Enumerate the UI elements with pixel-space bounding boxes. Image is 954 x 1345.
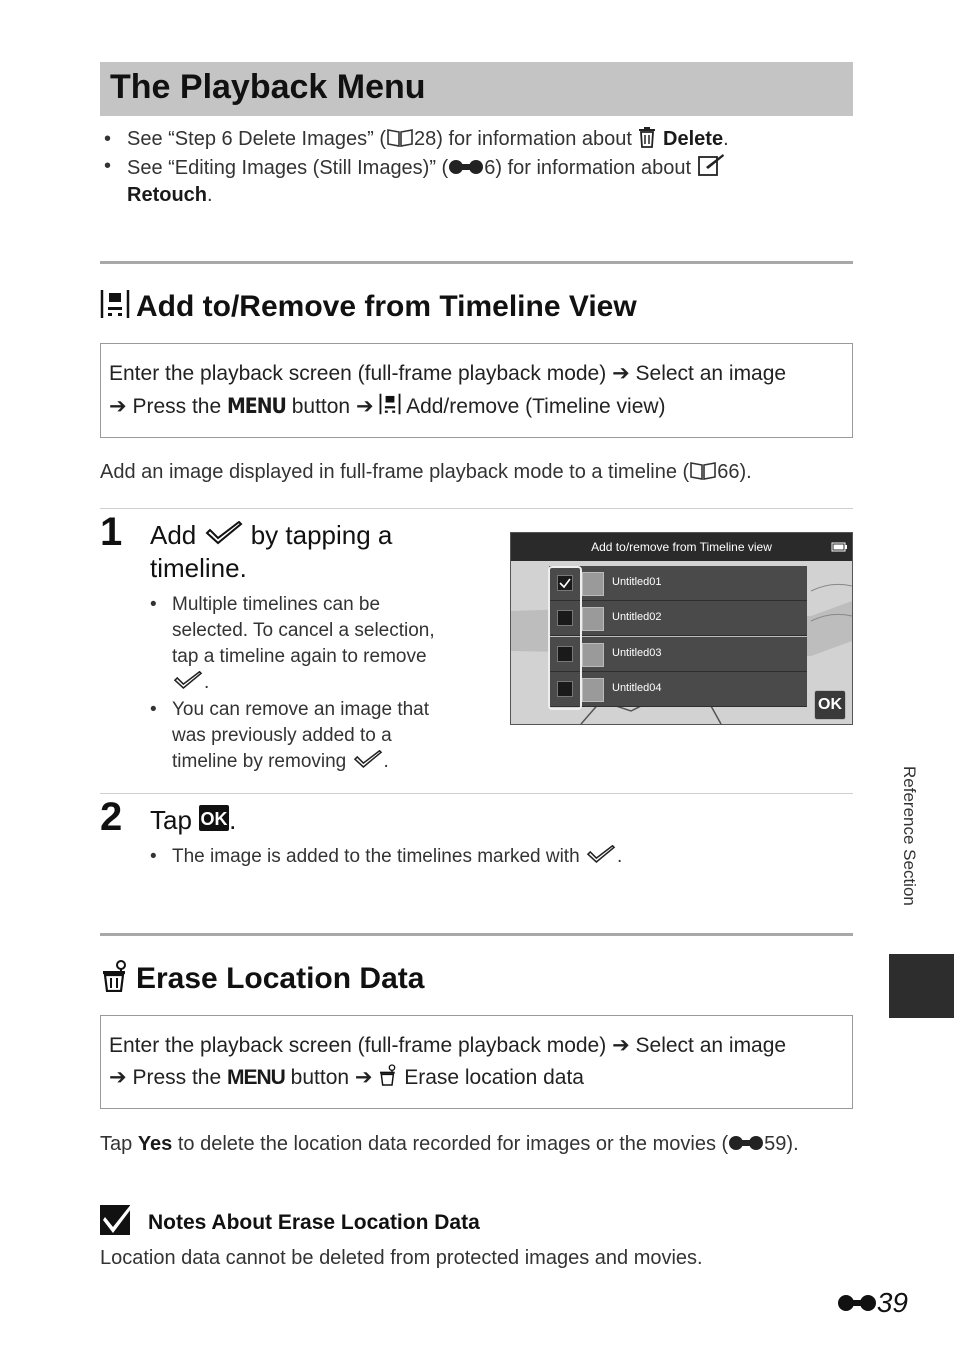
reference-section-icon <box>837 1292 877 1314</box>
intro-bullet-delete: • See “Step 6 Delete Images” ( 28) for information about Delete. <box>104 126 824 153</box>
erase-description: Tap Yes to delete the location data recorded for images or the movies ( 59). <box>100 1133 799 1155</box>
step-1-number: 1 <box>100 510 123 554</box>
note-check-icon <box>100 1203 134 1235</box>
side-section-label: Reference Section <box>900 766 919 906</box>
arrow-right-icon: ➔ <box>355 395 374 418</box>
section-divider <box>100 261 853 264</box>
timeline-thumbnail <box>582 678 604 702</box>
menu-button-label: MENU <box>227 1066 285 1089</box>
page-title-bar <box>100 62 853 116</box>
step-divider <box>100 508 853 509</box>
timeline-description: Add an image displayed in full-frame playback mode to a timeline ( 66). <box>100 461 752 483</box>
step-divider <box>100 793 853 794</box>
step-1-bullet: • Multiple timelines can be selected. To cancel a selection, tap a timeline again to remove . <box>150 592 460 696</box>
screen-header: Add to/remove from Timeline view <box>511 533 852 561</box>
check-mark-icon <box>172 671 204 691</box>
timeline-row[interactable] <box>549 637 807 672</box>
timeline-nav-path: Enter the playback screen (full-frame playback mode) ➔ Select an image ➔ Press the MENU button ➔ Add/remove (Timeline view) <box>100 343 853 438</box>
arrow-right-icon: ➔ <box>109 395 127 418</box>
step-2-bullets <box>150 844 750 871</box>
erase-section-title: Erase Location Data <box>100 960 424 996</box>
step-1-title: Add by tapping a timeline. <box>150 520 393 583</box>
ok-button[interactable]: OK <box>814 690 846 720</box>
side-section-tab <box>889 954 954 1018</box>
step-1-bullets <box>150 592 460 776</box>
step-1-bullet: • You can remove an image that was previously added to a timeline by removing . <box>150 697 460 775</box>
svg-text:OK: OK <box>200 809 228 829</box>
timeline-section-title: Add to/Remove from Timeline View <box>100 288 637 324</box>
arrow-right-icon: ➔ <box>109 1066 127 1089</box>
erase-location-icon <box>378 1063 398 1087</box>
camera-screen-illustration <box>510 532 853 725</box>
page-title: The Playback Menu <box>110 68 426 106</box>
timeline-label: Untitled01 <box>612 576 662 588</box>
trash-icon <box>637 126 657 148</box>
erase-location-icon <box>100 960 130 992</box>
timeline-label: Untitled03 <box>612 647 662 659</box>
ok-icon <box>199 805 229 831</box>
battery-icon <box>831 542 847 552</box>
timeline-thumbnail <box>582 572 604 596</box>
check-mark-icon <box>585 845 617 865</box>
timeline-thumbnail <box>582 607 604 631</box>
intro-bullet-retouch: • See “Editing Images (Still Images)” ( 6) for information about Retouch. <box>104 153 824 209</box>
note-body: Location data cannot be deleted from protected images and movies. <box>100 1247 703 1269</box>
timeline-row[interactable] <box>549 601 807 636</box>
timeline-thumbnail <box>582 643 604 667</box>
arrow-right-icon: ➔ <box>354 1066 373 1089</box>
timeline-label: Untitled02 <box>612 611 662 623</box>
check-mark-icon <box>352 750 384 770</box>
step-2-title: Tap OK . <box>150 805 237 835</box>
step-2-number: 2 <box>100 795 123 839</box>
step-2-bullet: • The image is added to the timelines marked with . <box>150 844 750 870</box>
timeline-row[interactable] <box>549 566 807 601</box>
note-heading: Notes About Erase Location Data <box>100 1203 480 1235</box>
book-icon <box>689 461 717 481</box>
arrow-right-icon: ➔ <box>612 1034 630 1057</box>
timeline-icon <box>100 288 130 320</box>
reference-section-icon <box>728 1133 764 1153</box>
page-number: 39 <box>837 1287 908 1319</box>
book-icon <box>386 128 414 148</box>
timeline-icon <box>379 392 401 416</box>
section-divider <box>100 933 853 936</box>
timeline-row[interactable] <box>549 672 807 707</box>
checkbox-column-highlight <box>548 566 582 710</box>
check-mark-icon <box>204 521 244 547</box>
retouch-icon <box>697 153 725 177</box>
timeline-label: Untitled04 <box>612 682 662 694</box>
intro-bullets <box>104 126 824 209</box>
arrow-right-icon: ➔ <box>612 362 630 385</box>
erase-nav-path: Enter the playback screen (full-frame playback mode) ➔ Select an image ➔ Press the MENU button ➔ Erase location data <box>100 1015 853 1109</box>
reference-section-icon <box>448 157 484 177</box>
menu-button-label: MENU <box>227 394 286 418</box>
